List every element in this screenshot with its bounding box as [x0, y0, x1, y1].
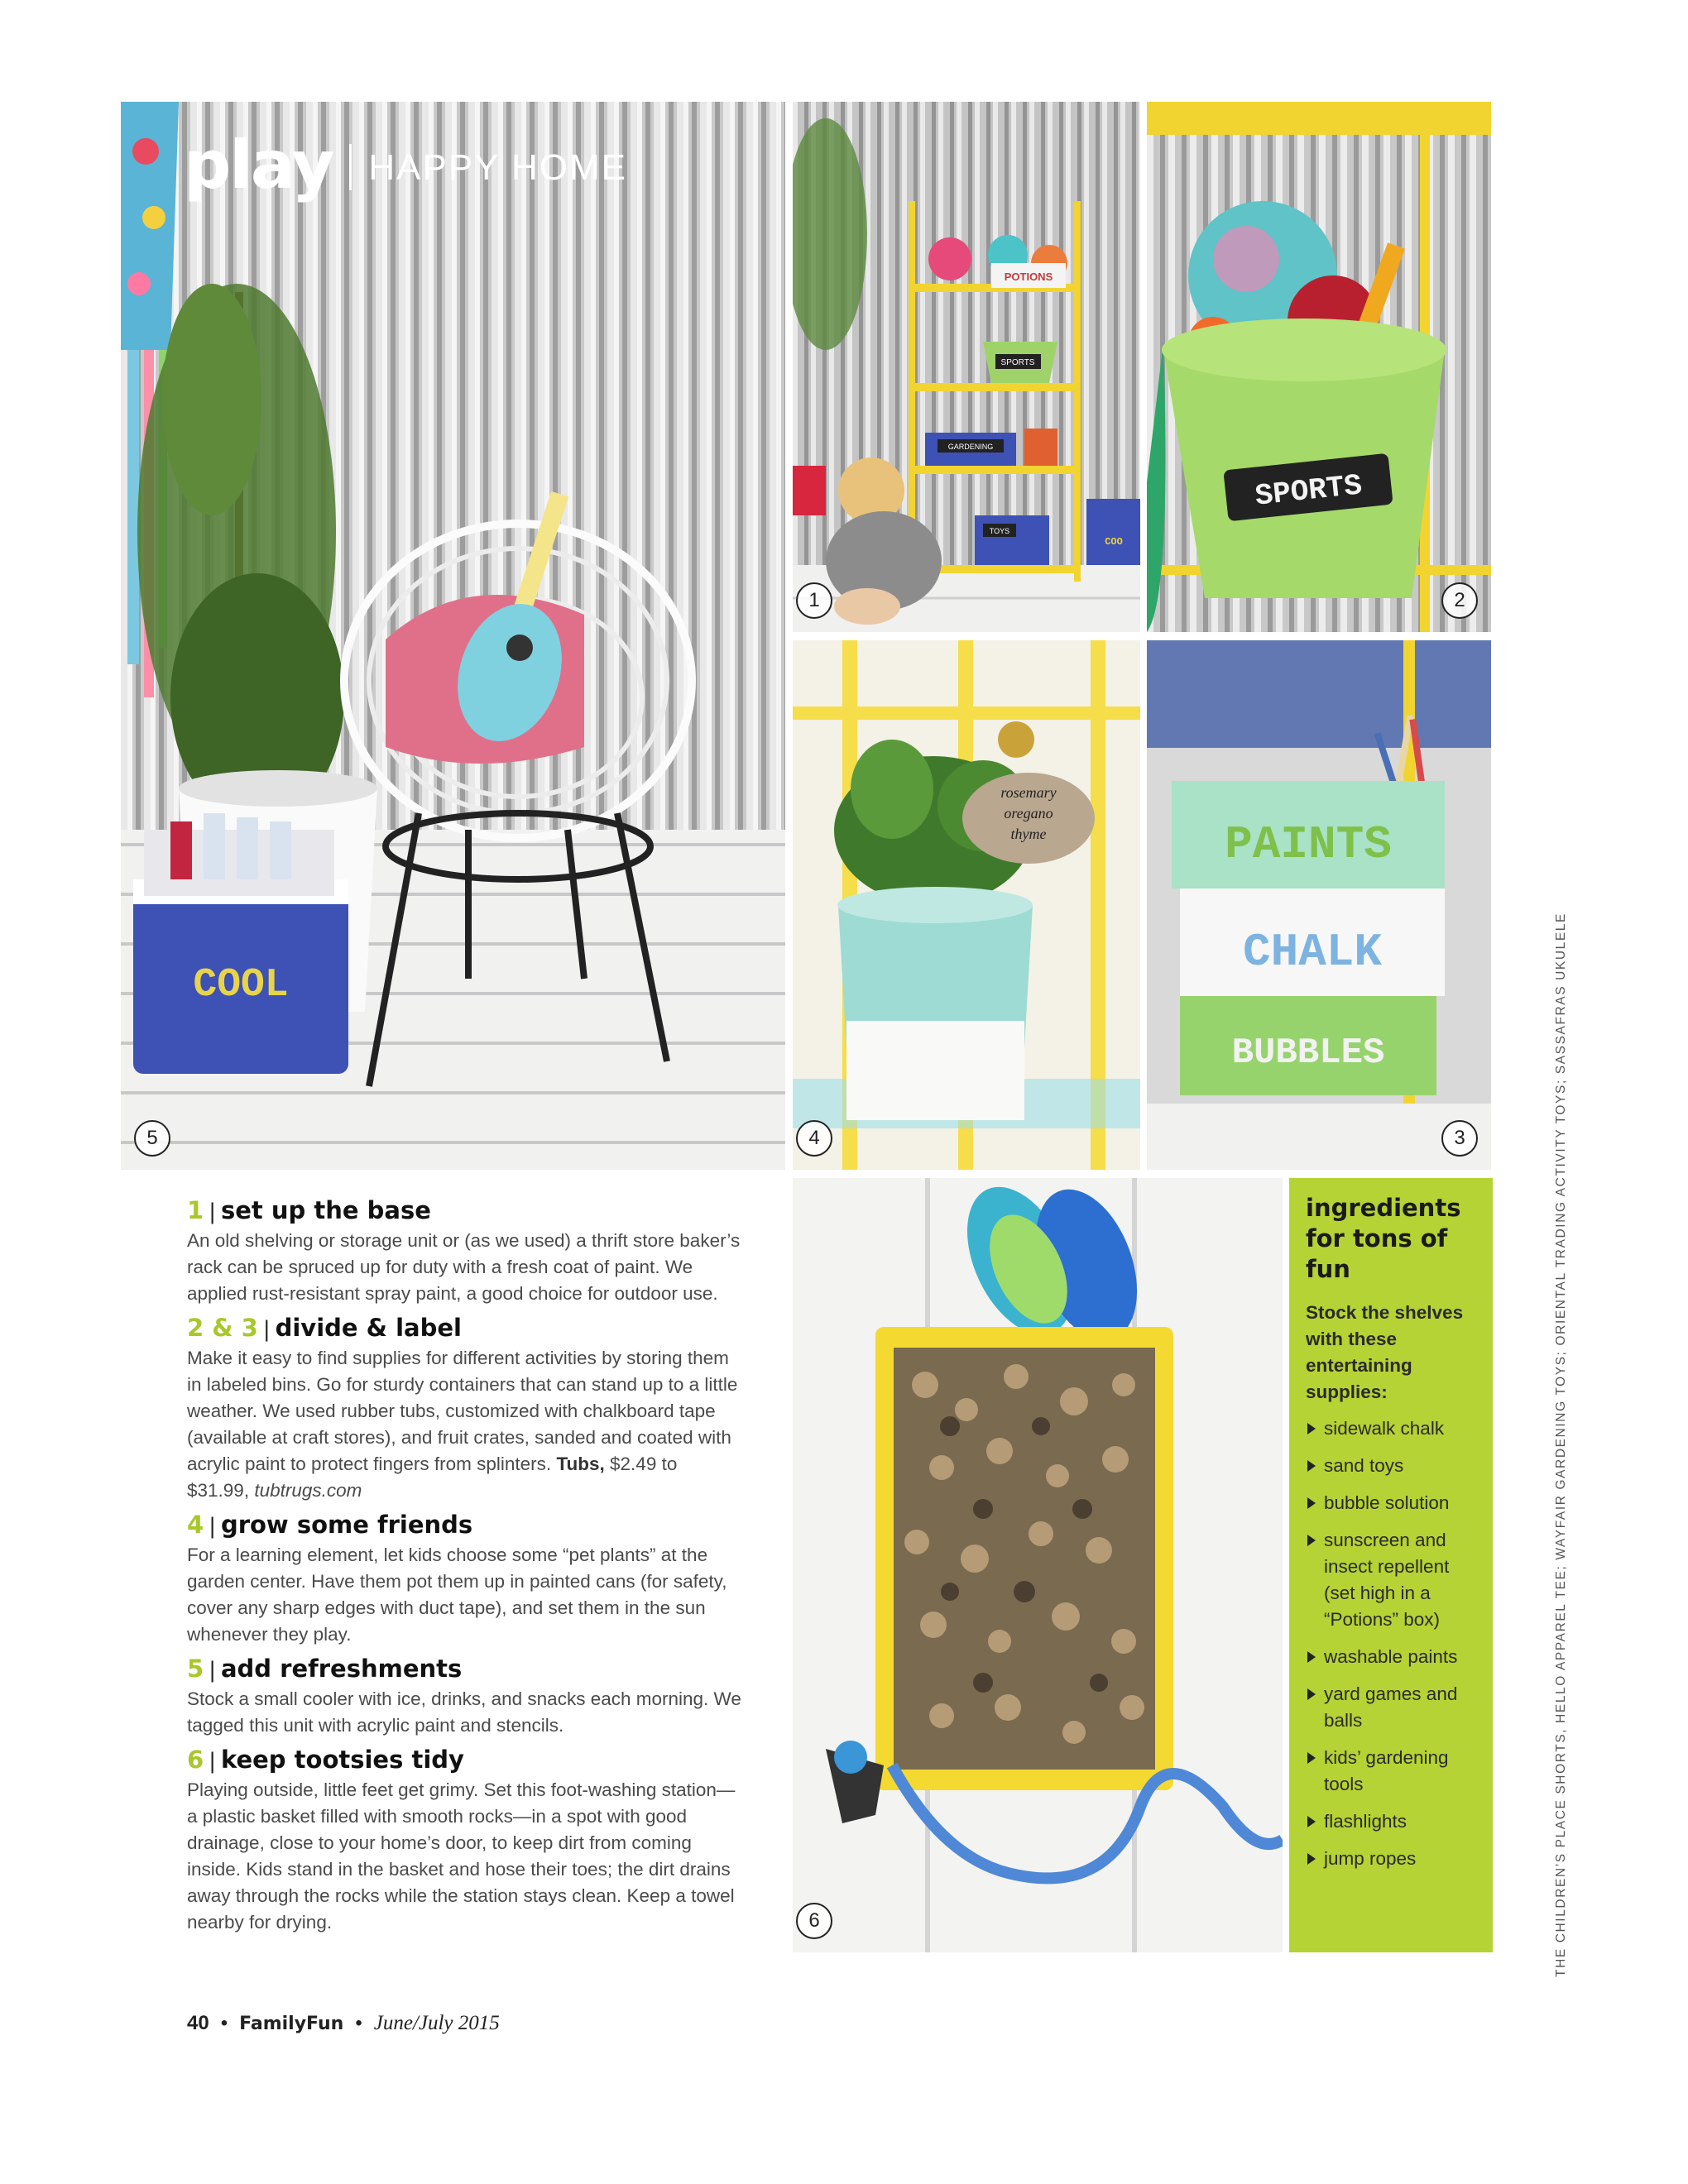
bullet-triangle-icon	[1307, 1651, 1316, 1663]
ingredient-text: flashlights	[1324, 1811, 1407, 1832]
article-2-text: Make it easy to find supplies for different activities by storing them in labeled bins. Go for sturdy containers that can stand up to a little weather. We used rubber tubs, customized with chalkboard tape (available at craft stores), and fruit crates, sanded and coated with acrylic paint to protect fingers from splinters.	[187, 1348, 738, 1474]
article-5-title: keep tootsies tidy	[220, 1746, 464, 1774]
article-4-number: 5	[187, 1655, 204, 1683]
toys-label: TOYS	[989, 527, 1010, 535]
issue-date: June/July 2015	[373, 2012, 500, 2034]
crate-paints-label: PAINTS	[1225, 818, 1392, 871]
list-item	[1306, 1453, 1476, 1479]
photo-number-1: 1	[796, 582, 832, 619]
article-1-title: set up the base	[220, 1196, 431, 1224]
bullet-triangle-icon	[1307, 1423, 1316, 1434]
crate-chalk-label: CHALK	[1242, 926, 1383, 979]
ingredient-text: sidewalk chalk	[1324, 1418, 1445, 1439]
article-3-body: For a learning element, let kids choose some “pet plants” at the garden center. Have them pot them up in painted cans (for safety, cover any sharp edges with duct tape), and set them in the sun whenever they play.	[187, 1545, 727, 1645]
article-3-number: 4	[187, 1511, 204, 1539]
ingredients-list	[1306, 1415, 1476, 1872]
ingredient-text: jump ropes	[1324, 1848, 1417, 1869]
list-item	[1306, 1808, 1476, 1835]
photo-number-6: 6	[796, 1903, 832, 1939]
photo-patio-chair	[121, 102, 785, 1170]
bullet-triangle-icon	[1307, 1853, 1316, 1865]
footer-bullet: •	[220, 2012, 228, 2034]
list-item	[1306, 1681, 1476, 1734]
cooler-label: COOL	[193, 963, 289, 1008]
ingredient-text: sand toys	[1324, 1455, 1404, 1476]
article-3	[187, 1509, 741, 1648]
article-2-heading: 2 & 3 | divide & label	[187, 1314, 462, 1342]
bullet-triangle-icon	[1307, 1535, 1316, 1546]
bullet-triangle-icon	[1307, 1688, 1316, 1700]
photo-shelf-kid	[793, 102, 1140, 632]
section-tag: play	[184, 127, 333, 204]
bullet-triangle-icon	[1307, 1460, 1316, 1472]
potions-label: POTIONS	[1004, 271, 1053, 283]
ingredient-text: yard games and balls	[1324, 1684, 1458, 1731]
section-name: HAPPY HOME	[368, 147, 627, 188]
header-divider	[349, 144, 352, 190]
article-3-title: grow some friends	[220, 1511, 473, 1539]
list-item	[1306, 1644, 1476, 1670]
article-1	[187, 1195, 741, 1307]
shelf-sports-label: SPORTS	[1000, 358, 1035, 367]
article-2-number: 2 & 3	[187, 1314, 258, 1342]
article-4-title: add refreshments	[220, 1655, 463, 1683]
photo-number-5: 5	[134, 1120, 170, 1157]
photo-sports-tub	[1147, 102, 1491, 632]
bullet-triangle-icon	[1307, 1752, 1316, 1764]
article-2-title: divide & label	[275, 1314, 462, 1342]
ingredient-text: sunscreen and insect repellent (set high in a “Potions” box)	[1324, 1530, 1450, 1630]
sidebar-intro: Stock the shelves with these entertaining supplies:	[1306, 1302, 1464, 1402]
list-item	[1306, 1415, 1476, 1442]
tubtrugs-link[interactable]: tubtrugs.com	[254, 1480, 362, 1501]
bullet-triangle-icon	[1307, 1497, 1316, 1509]
article-3-heading: 4 | grow some friends	[187, 1511, 473, 1539]
herb-tag-line-1: rosemary	[1000, 784, 1057, 801]
photo-herb-pot	[793, 640, 1140, 1170]
tubs-label: Tubs,	[556, 1454, 605, 1474]
tub-sports-label: SPORTS	[1253, 468, 1364, 514]
ingredients-sidebar	[1289, 1178, 1493, 1952]
herb-tag-line-2: oregano	[1004, 805, 1053, 821]
sidebar-title: ingredients for tons of fun	[1306, 1194, 1461, 1283]
article-5-heading: 6 | keep tootsies tidy	[187, 1746, 464, 1774]
photo-foot-wash-basket	[793, 1178, 1283, 1952]
crate-bubbles-label: BUBBLES	[1231, 1032, 1385, 1074]
tubs-price: $2.49 to $31.99,	[187, 1454, 678, 1501]
shelf-cooler-label: COO	[1105, 536, 1123, 548]
photo-number-2: 2	[1441, 582, 1478, 619]
magazine-name: FamilyFun	[239, 2014, 344, 2034]
list-item	[1306, 1527, 1476, 1633]
photo-activity-crates	[1147, 640, 1491, 1170]
page-number: 40	[187, 2012, 209, 2034]
herb-tag-line-3: thyme	[1010, 826, 1047, 842]
article-5-number: 6	[187, 1746, 204, 1774]
list-item	[1306, 1846, 1476, 1872]
article-4-body: Stock a small cooler with ice, drinks, and snacks each morning. We tagged this unit with acrylic paint and stencils.	[187, 1688, 741, 1736]
photo-number-3: 3	[1441, 1120, 1478, 1157]
section-header	[184, 127, 627, 204]
gardening-label: GARDENING	[947, 443, 994, 451]
photo-credits: THE CHILDREN’S PLACE SHORTS, HELLO APPAREL TEE; WAYFAIR GARDENING TOYS; ORIENTAL TRADING ACTIVITY TOYS; SASSAFRAS UKULELE	[1554, 912, 1568, 1977]
list-item	[1306, 1745, 1476, 1798]
article-1-body: An old shelving or storage unit or (as we used) a thrift store baker’s rack can be spruced up for duty with a fresh coat of paint. We applied rust-resistant spray paint, a good choice for outdoor use.	[187, 1230, 741, 1304]
article-1-heading: 1 | set up the base	[187, 1196, 431, 1224]
article-column	[187, 1190, 741, 1936]
article-4-heading: 5 | add refreshments	[187, 1655, 463, 1683]
article-2	[187, 1312, 741, 1504]
article-5-body: Playing outside, little feet get grimy. Set this foot-washing station—a plastic basket filled with smooth rocks—in a spot with good drainage, close to your home’s door, to keep dirt from coming inside. Kids stand in the basket and hose their toes; the dirt drains away through the rocks while the station stays clean. Keep a towel nearby for drying.	[187, 1779, 736, 1933]
bullet-triangle-icon	[1307, 1816, 1316, 1827]
ingredient-text: kids’ gardening tools	[1324, 1747, 1449, 1794]
page-footer	[187, 2012, 500, 2035]
photo-number-4: 4	[796, 1120, 832, 1157]
article-4	[187, 1653, 741, 1739]
article-5	[187, 1744, 741, 1936]
list-item	[1306, 1490, 1476, 1516]
article-1-number: 1	[187, 1196, 204, 1224]
ingredient-text: washable paints	[1324, 1646, 1458, 1667]
footer-bullet: •	[355, 2012, 362, 2034]
ingredient-text: bubble solution	[1324, 1492, 1450, 1513]
article-2-body	[187, 1345, 741, 1504]
